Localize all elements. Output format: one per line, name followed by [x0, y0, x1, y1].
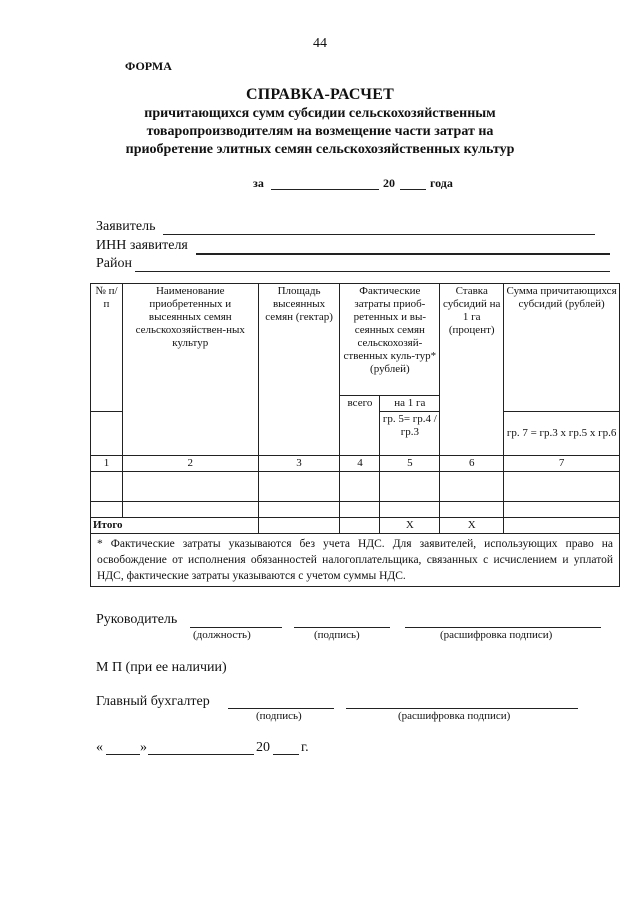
accountant-decode-input[interactable]: [346, 708, 578, 709]
district-label: Район: [96, 256, 132, 271]
date-month-input[interactable]: [148, 754, 254, 755]
col-number: 5: [380, 456, 440, 472]
col-number: 1: [91, 456, 123, 472]
year-blank[interactable]: [400, 189, 426, 190]
total-costs-cell[interactable]: [340, 518, 380, 534]
date-close-quote: »: [140, 740, 147, 755]
subtitle-line-3: приобретение элитных семян сельскохозяйственных культур: [125, 142, 515, 157]
table-cell[interactable]: [504, 472, 620, 502]
table-cell[interactable]: [91, 502, 123, 518]
applicant-input[interactable]: [163, 234, 595, 235]
stamp-label: М П (при ее наличии): [96, 660, 227, 675]
head-signature-input[interactable]: [294, 627, 390, 628]
accountant-decode-caption: (расшифровка подписи): [398, 710, 511, 722]
total-x-mark: X: [440, 518, 504, 534]
header-actual-costs: Фактические затраты приоб-ретенных и вы-сеянных семян сельскохозяй-ственных куль-тур* (рублей): [340, 284, 440, 396]
subsidy-table: [90, 283, 620, 587]
head-position-input[interactable]: [190, 627, 282, 628]
table-cell[interactable]: [440, 472, 504, 502]
header-rate: Ставка субсидий на 1 га (процент): [440, 284, 504, 456]
accountant-signature-caption: (подпись): [256, 710, 302, 722]
date-suffix: г.: [301, 740, 309, 755]
form-label: ФОРМА: [125, 59, 172, 73]
header-num: № п/п: [91, 284, 123, 412]
total-label: Итого: [91, 518, 259, 534]
inn-input[interactable]: [196, 253, 610, 255]
total-x-mark: X: [380, 518, 440, 534]
table-row: [91, 472, 620, 502]
col-number: 6: [440, 456, 504, 472]
table-cell[interactable]: [340, 502, 380, 518]
col-number: 3: [258, 456, 340, 472]
district-input[interactable]: [135, 271, 610, 272]
column-numbers-row: [91, 456, 620, 472]
header-area: Площадь высеянных семян (гектар): [258, 284, 340, 456]
vat-footnote: * Фактические затраты указываются без учета НДС. Для заявителей, использующих право на освобождение от исполнения обязанностей налогоплательщика, связанных с исчислением и уплатой НДС, фактические затраты указываются с учетом суммы НДС.: [91, 534, 620, 587]
date-year-input[interactable]: [273, 754, 299, 755]
col-number: 2: [122, 456, 258, 472]
head-label: Руководитель: [96, 612, 178, 627]
table-cell[interactable]: [380, 472, 440, 502]
period-year-prefix: 20: [383, 176, 395, 190]
table-cell[interactable]: [258, 502, 340, 518]
header-num-blank: [91, 412, 123, 456]
period-blank[interactable]: [271, 189, 379, 190]
header-crop-name: Наименование приобретенных и высеянных семян сельскохозяйствен-ных культур: [122, 284, 258, 456]
head-position-caption: (должность): [193, 629, 251, 641]
date-open-quote: «: [96, 740, 103, 755]
table-cell[interactable]: [122, 472, 258, 502]
note-row: [91, 534, 620, 587]
table-cell[interactable]: [380, 502, 440, 518]
table-cell[interactable]: [258, 472, 340, 502]
total-sum-cell[interactable]: [504, 518, 620, 534]
head-signature-caption: (подпись): [314, 629, 360, 641]
period-prefix: за: [253, 176, 264, 190]
head-decode-caption: (расшифровка подписи): [440, 629, 553, 641]
date-year-prefix: 20: [256, 740, 270, 755]
subtitle-line-2: товаропроизводителям на возмещение части затрат на: [146, 124, 494, 139]
header-per-ha-formula: гр. 5= гр.4 / гр.3: [380, 412, 440, 456]
table-row: [91, 502, 620, 518]
subtitle-line-1: причитающихся сумм субсидии сельскохозяйственным: [144, 106, 496, 121]
accountant-label: Главный бухгалтер: [96, 694, 210, 709]
table-cell[interactable]: [440, 502, 504, 518]
period-suffix: года: [430, 176, 453, 190]
inn-label: ИНН заявителя: [96, 238, 188, 253]
header-total: всего: [340, 396, 380, 456]
total-row: [91, 518, 620, 534]
table-cell[interactable]: [504, 502, 620, 518]
accountant-signature-input[interactable]: [228, 708, 334, 709]
header-sum-formula: гр. 7 = гр.3 х гр.5 х гр.6: [504, 412, 620, 456]
document-title: СПРАВКА-РАСЧЕТ: [246, 86, 394, 103]
page-number: 44: [313, 36, 327, 51]
header-per-ha: на 1 га: [380, 396, 440, 412]
table-cell[interactable]: [340, 472, 380, 502]
applicant-label: Заявитель: [96, 219, 156, 234]
table-cell[interactable]: [91, 472, 123, 502]
head-decode-input[interactable]: [405, 627, 601, 628]
header-sum: Сумма причитающихся субсидий (рублей): [504, 284, 620, 412]
col-number: 4: [340, 456, 380, 472]
date-day-input[interactable]: [106, 754, 140, 755]
total-area-cell[interactable]: [258, 518, 340, 534]
table-cell[interactable]: [122, 502, 258, 518]
col-number: 7: [504, 456, 620, 472]
